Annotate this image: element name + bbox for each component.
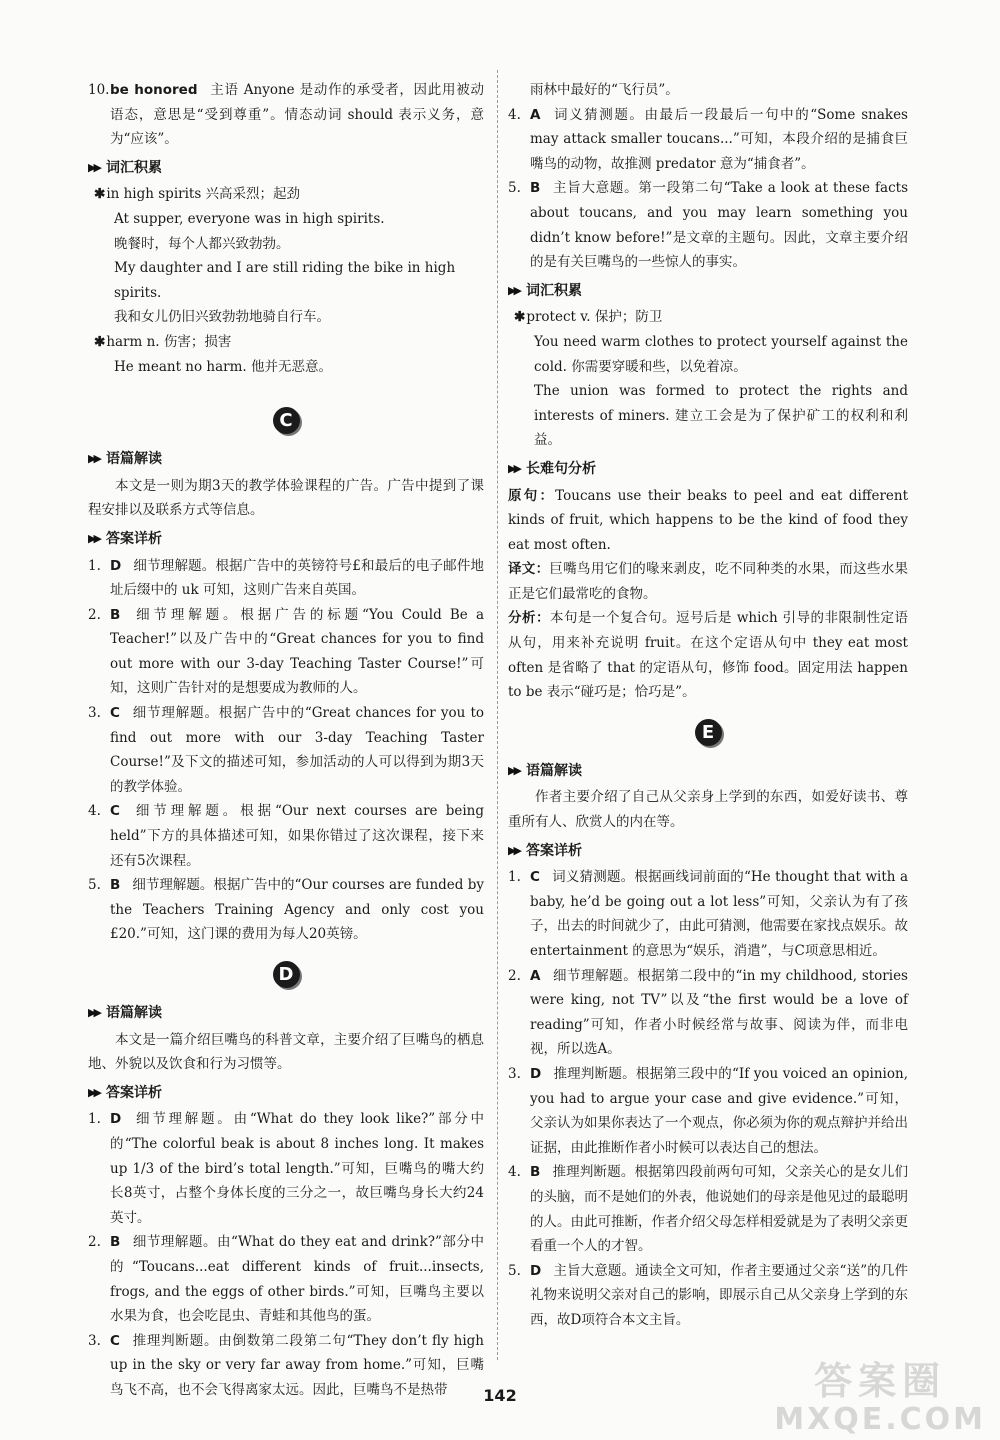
section-letter-badge: D <box>273 961 300 988</box>
answer-letter: C <box>110 705 120 722</box>
section-arrow-icon: ▶▶ <box>508 283 519 297</box>
example-sentence: You need warm clothes to protect yourself against the cold. 你需要穿暖和些，以免着凉。 <box>534 333 908 375</box>
vocab-entry <box>508 305 908 453</box>
answer-item: 2. B 细节理解题。根据广告的标题“You Could Be a Teacher!”以及广告中的“Great chances for you to find out more with our 3-day Teaching Taster Course!”可知，这则广告针对的是想要成为教师的人。 <box>88 606 484 697</box>
vocab-word: protect v. 保护；防卫 <box>526 309 663 326</box>
reading-summary: 本文是一则为期3天的教学体验课程的广告。广告中提到了课程安排以及联系方式等信息。 <box>88 477 484 519</box>
answer-item: 2. B 细节理解题。由“What do they eat and drink?”部分中的“Toucans...eat different kinds of fruit...insects, frogs, and the eggs of other birds.”可知，巨嘴鸟主要以水果为食，也会吃昆虫、青蛙和其他鸟的蛋。 <box>88 1234 484 1325</box>
reading-summary: 本文是一篇介绍巨嘴鸟的科普文章，主要介绍了巨嘴鸟的栖息地、外貌以及饮食和行为习惯等。 <box>88 1031 484 1073</box>
answer-item: 3. C 推理判断题。由倒数第二段第二句“They don’t fly high up in the sky or very far away from home.”可知，巨嘴鸟飞不高，也不会飞得离家太远。因此，巨嘴鸟不是热带 <box>88 1332 484 1398</box>
answer-letter: C <box>530 869 540 886</box>
example-sentence: My daughter and I are still riding the bike in high spirits. <box>114 260 456 301</box>
answer-letter: B <box>530 1164 541 1181</box>
left-column <box>88 78 484 1403</box>
section-heading-vocab: ▶▶ 词汇积累 <box>508 279 908 304</box>
analysis-original: 原句：Toucans use their beaks to peel and eat different kinds of fruit, which happens to be the kind of food they eat most often. <box>508 487 909 553</box>
answer-item: 3. C 细节理解题。根据广告中的“Great chances for you to find out more with our 3-day Teaching Taster Course!”及下文的描述可知，参加活动的人可以得到为期3天的教学体验。 <box>88 705 484 795</box>
section-marker-d <box>88 961 484 991</box>
answer-item: 2. A 细节理解题。根据第二段中的“in my childhood, stories were king, not TV”以及“the first would be a love of reading”可知，作者小时候经常与故事、阅读为伴，而非电视，所以选A。 <box>508 967 908 1058</box>
section-marker-e <box>508 719 908 749</box>
answer-item: 1. C 词义猜测题。根据画线词前面的“He thought that with a baby, he’d be going out a lot less”可知，父亲认为有了孩子，出去的时间就少了，由此可猜测，他需要在家找点娱乐。故 entertainment 的意思为“娱乐，消遣”，与C项意思相近。 <box>508 869 908 959</box>
analysis-explanation: 分析：本句是一个复合句。逗号后是 which 引导的非限制性定语从句，用来补充说明 fruit。在这个定语从句中 they eat most often 是省略了 that 的定语从句，修饰 food。固定用法 happen to be 表示“碰巧是；恰巧是”。 <box>508 610 909 701</box>
vocab-entry <box>88 330 484 379</box>
section-heading-reading: ▶▶ 语篇解读 <box>88 447 484 472</box>
section-arrow-icon: ▶▶ <box>508 843 519 857</box>
section-heading-answers: ▶▶ 答案详析 <box>508 839 908 864</box>
watermark-logo: 答案圈 MXQE.COM <box>774 1359 986 1437</box>
item-number: 10. <box>88 82 110 98</box>
section-heading-vocab: ▶▶ 词汇积累 <box>88 156 484 181</box>
right-column <box>508 78 908 1333</box>
answer-item: 3. D 推理判断题。根据第三段中的“If you voiced an opinion, you had to argue your case and give evidence.”可知，父亲认为如果你表达了一个观点，你必须为你的观点辩护并给出证据，由此推断作者小时候可以表达自己的想法。 <box>508 1065 908 1156</box>
star-icon: ✱ <box>94 186 106 203</box>
section-heading-reading: ▶▶ 语篇解读 <box>88 1001 484 1026</box>
section-heading-answers: ▶▶ 答案详析 <box>88 1081 484 1106</box>
vocab-word: in high spirits 兴高采烈；起劲 <box>106 186 301 203</box>
answer-letter: D <box>110 1111 122 1128</box>
item-heading: be honored <box>110 82 198 98</box>
analysis-translation: 译文：巨嘴鸟用它们的喙来剥皮，吃不同种类的水果，而这些水果正是它们最常吃的食物。 <box>508 561 909 602</box>
answer-item: 5. D 主旨大意题。通读全文可知，作者主要通过父亲“送”的几件礼物来说明父亲对自己的影响，即展示自己从父亲身上学到的东西，故D项符合本文主旨。 <box>508 1262 908 1328</box>
section-arrow-icon: ▶▶ <box>88 452 99 466</box>
answer-letter: A <box>530 967 541 984</box>
answer-letter: D <box>110 557 122 574</box>
continued-text: 雨林中最好的“飞行员”。 <box>530 82 679 98</box>
example-sentence: He meant no harm. 他并无恶意。 <box>114 358 332 375</box>
section-heading-reading: ▶▶ 语篇解读 <box>508 759 908 784</box>
vocab-word: harm n. 伤害；损害 <box>106 333 232 350</box>
section-heading-answers: ▶▶ 答案详析 <box>88 527 484 552</box>
answer-item: 5. B 细节理解题。根据广告中的“Our courses are funded by the Teachers Training Agency and only cost you £20.”可知，这门课的费用为每人20英镑。 <box>88 877 484 943</box>
item-text: 主语 Anyone 是动作的承受者，因此用被动语态，意思是“受到尊重”。情态动词 should 表示义务，意为“应该”。 <box>110 82 484 148</box>
example-sentence: The union was formed to protect the rights and interests of miners. 建立工会是为了保护矿工的权利和利益。 <box>534 383 908 449</box>
answer-letter: C <box>110 803 120 820</box>
answer-item-10 <box>88 78 484 152</box>
section-heading-analysis: ▶▶ 长难句分析 <box>508 457 908 482</box>
section-arrow-icon: ▶▶ <box>508 763 519 777</box>
section-letter-badge: C <box>273 407 300 434</box>
star-icon: ✱ <box>514 309 526 326</box>
section-arrow-icon: ▶▶ <box>88 1006 99 1019</box>
section-arrow-icon: ▶▶ <box>88 531 99 545</box>
answer-letter: A <box>530 106 541 123</box>
star-icon: ✱ <box>94 333 106 350</box>
section-arrow-icon: ▶▶ <box>508 461 519 475</box>
reading-summary: 作者主要介绍了自己从父亲身上学到的东西，如爱好读书、尊重所有人、欣赏人的内在等。 <box>508 789 908 831</box>
answer-letter: D <box>530 1262 542 1279</box>
page-number: 142 <box>483 1386 517 1405</box>
answer-letter: B <box>530 180 541 197</box>
answer-letter: C <box>110 1332 120 1349</box>
section-arrow-icon: ▶▶ <box>88 160 99 174</box>
answer-letter: B <box>110 877 121 894</box>
answer-letter: B <box>110 606 121 623</box>
example-translation: 我和女儿仍旧兴致勃勃地骑自行车。 <box>114 309 330 326</box>
answer-item: 4. B 推理判断题。根据第四段前两句可知，父亲关心的是女儿们的头脑，而不是她们的外表，他说她们的母亲是他见过的最聪明的人。由此可推断，作者介绍父母怎样相爱就是为了表明父亲更看重一个人的才智。 <box>508 1164 908 1255</box>
section-letter-badge: E <box>695 719 722 746</box>
answer-letter: B <box>110 1234 121 1251</box>
answer-item: 5. B 主旨大意题。第一段第二句“Take a look at these facts about toucans, and you may learn something you didn’t know before!”是文章的主题句。因此，文章主要介绍的是有关巨嘴鸟的一些惊人的事实。 <box>508 180 908 271</box>
section-marker-c <box>88 407 484 437</box>
section-arrow-icon: ▶▶ <box>88 1085 99 1099</box>
vocab-entry <box>88 182 484 330</box>
answer-item: 1. D 细节理解题。根据广告中的英镑符号£和最后的电子邮件地址后缀中的 uk 可知，这则广告来自英国。 <box>88 557 484 599</box>
answer-item: 4. C 细节理解题。根据“Our next courses are being held”下方的具体描述可知，如果你错过了这次课程，接下来还有5次课程。 <box>88 803 484 869</box>
answer-letter: D <box>530 1065 542 1082</box>
answer-item: 4. A 词义猜测题。由最后一段最后一句中的“Some snakes may attack smaller toucans...”可知，本段介绍的是捕食巨嘴鸟的动物，故推测 predator 意为“捕食者”。 <box>508 106 908 172</box>
answer-item: 1. D 细节理解题。由“What do they look like?”部分中的“The colorful beak is about 8 inches long. It makes up 1/3 of the bird’s total length.”可知，巨嘴鸟的嘴大约长8英寸，占整个身体长度的三分之一，故巨嘴鸟身长大约24英寸。 <box>88 1111 484 1226</box>
example-sentence: At supper, everyone was in high spirits. <box>114 210 385 227</box>
example-translation: 晚餐时，每个人都兴致勃勃。 <box>114 235 290 252</box>
column-divider <box>497 70 498 1360</box>
